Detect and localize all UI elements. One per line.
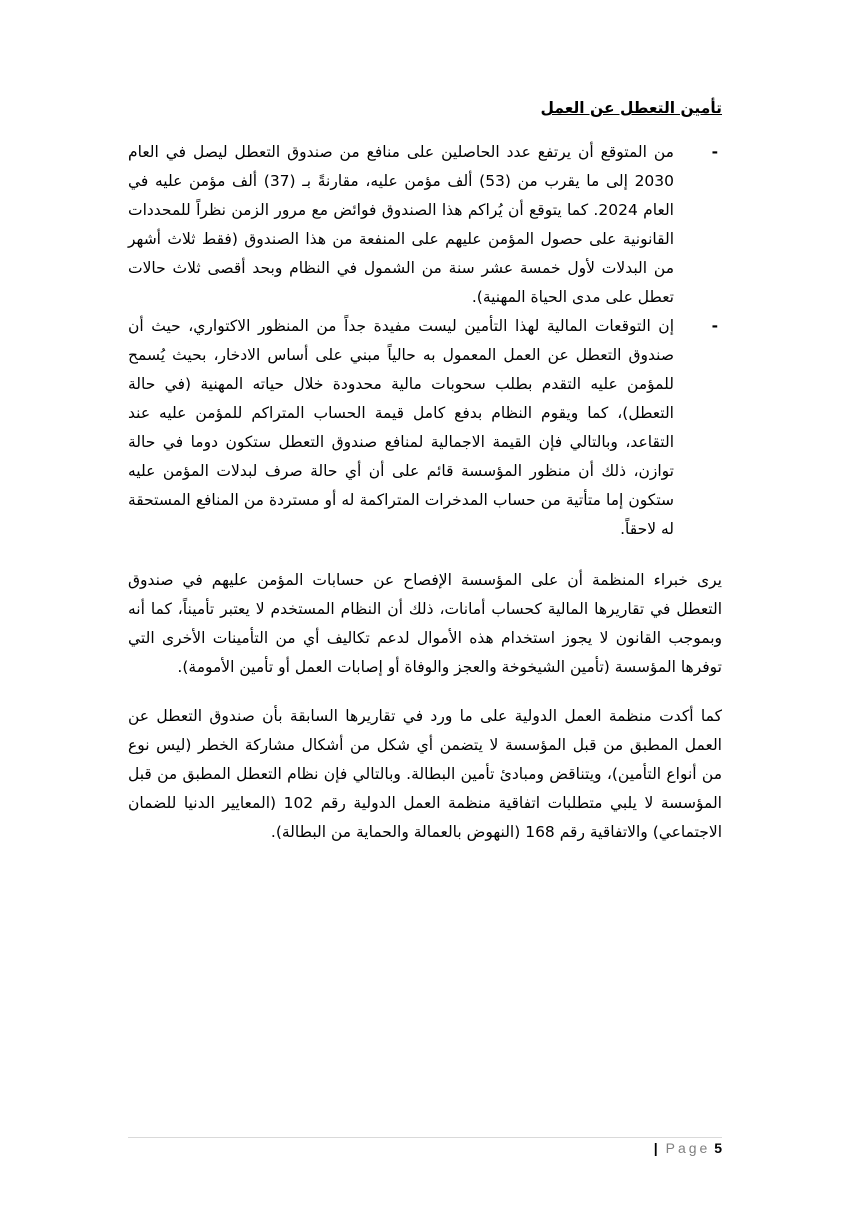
footer-page-label: Page <box>665 1140 711 1156</box>
bullet-list <box>128 138 722 544</box>
bullet-item <box>128 312 722 544</box>
bullet-item <box>128 138 722 312</box>
paragraph: كما أكدت منظمة العمل الدولية على ما ورد في تقاريرها السابقة بأن صندوق التعطل عن العمل المطبق من قبل المؤسسة لا يتضمن أي شكل من أشكال مشاركة الخطر (ليس نوع من أنواع التأمين)، ويتناقض ومبادئ تأمين البطالة. وبالتالي فإن نظام التعطل المطبق من قبل المؤسسة لا يلبي متطلبات اتفاقية منظمة العمل الدولية رقم 102 (المعايير الدنيا للضمان الاجتماعي) والاتفاقية رقم 168 (النهوض بالعمالة والحماية من البطالة). <box>128 707 722 841</box>
bullet-text: من المتوقع أن يرتفع عدد الحاصلين على منافع من صندوق التعطل ليصل في العام 2030 إلى ما يقرب من (53) ألف مؤمن عليه، مقارنةً بـ (37) ألف مؤمن عليه في العام 2024. كما يتوقع أن يُراكم هذا الصندوق فوائض مع مرور الزمن نظراً للمحددات القانونية على حصول المؤمن عليهم على المنفعة من هذا الصندوق (فقط ثلاث أشهر من البدلات لأول خمسة عشر سنة من الشمول في النظام وبحد أقصى ثلاث حالات تعطل على مدى الحياة المهنية). <box>128 143 675 306</box>
paragraph: يرى خبراء المنظمة أن على المؤسسة الإفصاح عن حسابات المؤمن عليهم في صندوق التعطل في تقاريرها المالية كحساب أمانات، ذلك أن النظام المستخدم لا يعتبر تأميناً، كما أنه وبموجب القانون لا يجوز استخدام هذه الأموال لدعم تكاليف أي من التأمينات الأخرى التي توفرها المؤسسة (تأمين الشيخوخة والعجز والوفاة أو إصابات العمل أو تأمين الأمومة). <box>128 571 722 676</box>
document-body <box>128 96 722 847</box>
page-number: 5 <box>714 1140 722 1156</box>
section-heading: تأمين التعطل عن العمل <box>540 99 722 117</box>
footer-separator: | <box>653 1140 658 1156</box>
bullet-text: إن التوقعات المالية لهذا التأمين ليست مفيدة جداً من المنظور الاكتواري، حيث أن صندوق التعطل عن العمل المعمول به حالياً مبني على أساس الادخار، بحيث يُسمح للمؤمن عليه التقدم بطلب سحوبات مالية محدودة خلال حياته المهنية (في حالة التعطل)، كما ويقوم النظام بدفع كامل قيمة الحساب المتراكم للمؤمن عليه عند التقاعد، وبالتالي فإن القيمة الاجمالية لمنافع صندوق التعطل ستكون دوما في حالة توازن، ذلك أن منظور المؤسسة قائم على أن أي حالة صرف لبدلات المؤمن عليه ستكون إما متأتية من حساب المدخرات المتراكمة له أو مستردة من المنافع المستحقة له لاحقاً. <box>128 317 674 538</box>
bullet-marker: - <box>711 143 718 161</box>
footer-divider <box>128 1137 722 1138</box>
bullet-marker: - <box>711 317 718 335</box>
page-footer <box>654 1140 722 1156</box>
